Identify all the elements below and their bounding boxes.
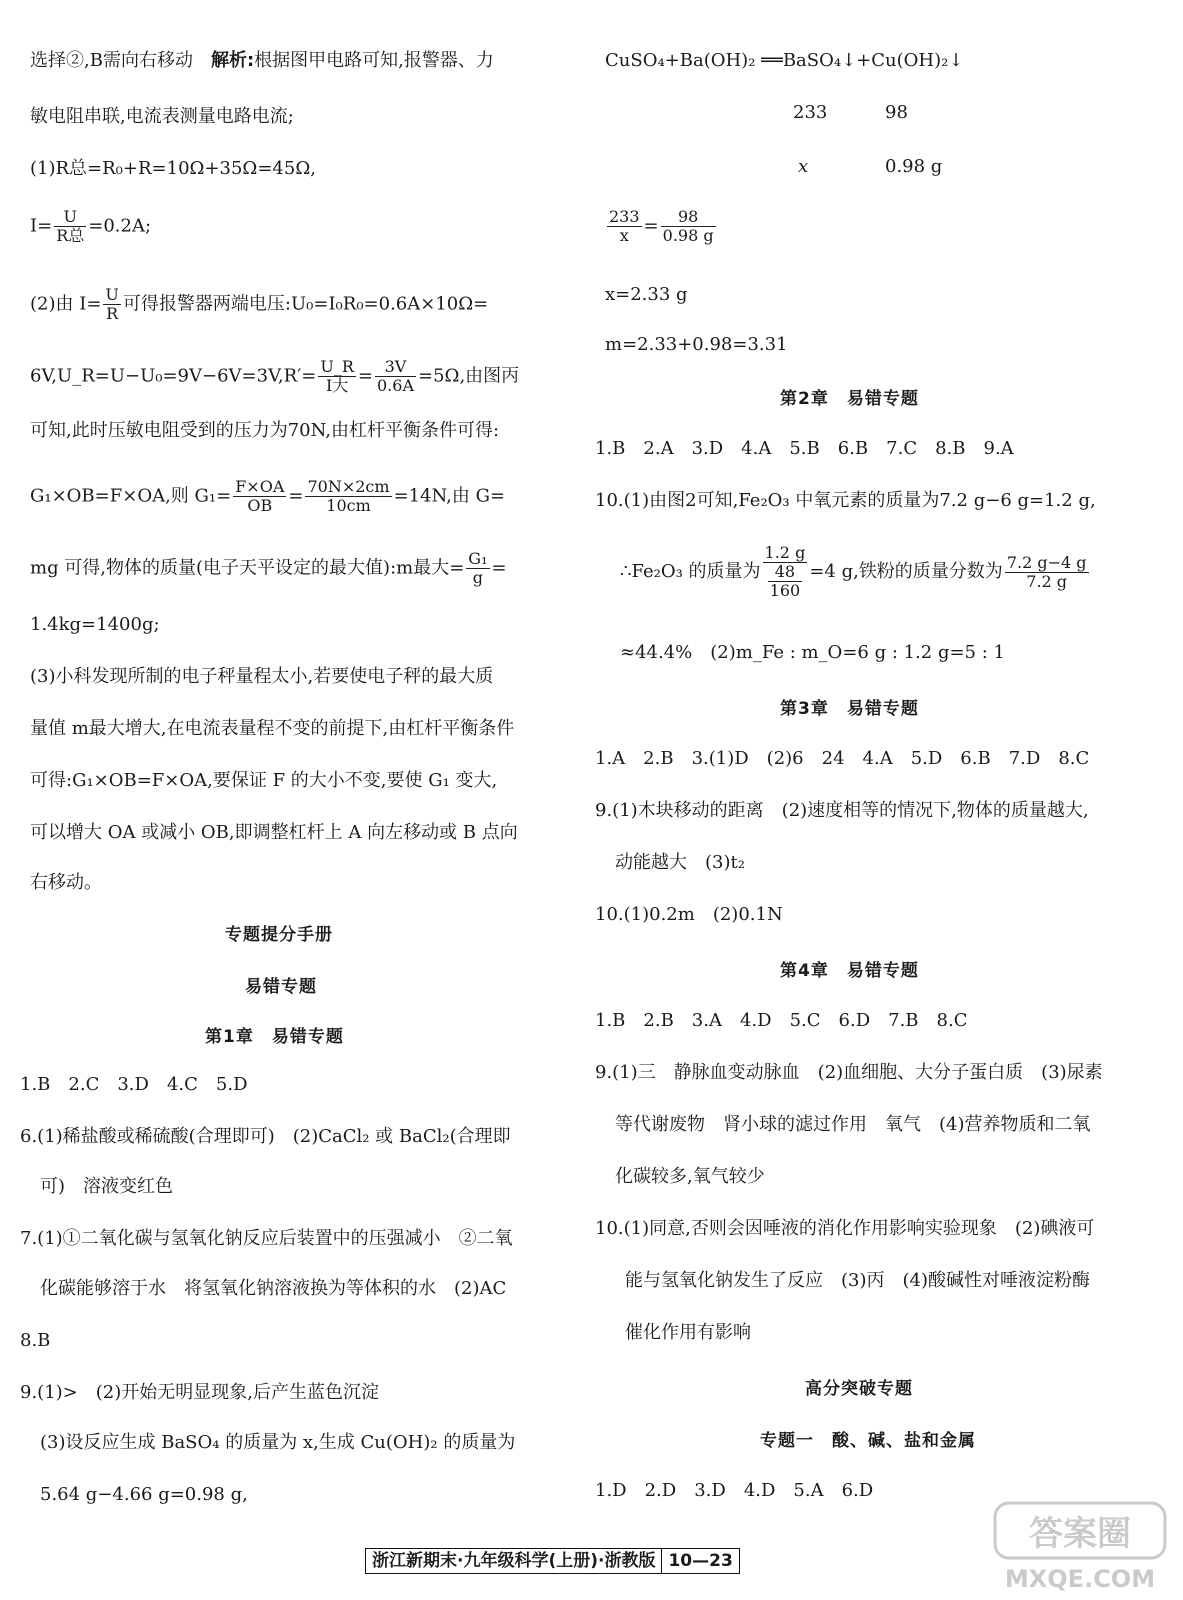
formula-line: 6V,U_R=U−U₀=9V−6V=3V,R′= $\frac{U\_R}{\text{I大}}$ = $\frac{3V}{0.6A}$ =5Ω,由图丙 [30,357,520,395]
chapter-heading: 第1章 易错专题 [205,1027,344,1047]
equation-value: 98 [885,102,908,123]
answer-line: 1.4kg=1400g; [30,614,160,635]
answer-line: (3)设反应生成 BaSO₄ 的质量为 x,生成 Cu(OH)₂ 的质量为 [40,1432,516,1453]
formula-line: (2)由 I= $\frac{U}{R}$ 可得报警器两端电压:U₀=I₀R₀=0.6A×10Ω= [30,285,489,323]
chapter-heading: 专题一 酸、碱、盐和金属 [760,1431,976,1451]
answer-line: 1.A 2.B 3.(1)D (2)6 24 4.A 5.D 6.B 7.D 8.C [595,748,1090,769]
answer-line: 敏电阻串联,电流表测量电路电流; [30,106,294,127]
answer-line: 可知,此时压敏电阻受到的压力为70N,由杠杆平衡条件可得: [30,420,500,441]
answer-line: (1)R总=R₀+R=10Ω+35Ω=45Ω, [30,158,316,179]
page-footer [365,1548,740,1574]
watermark-logo [985,1495,1175,1595]
answer-line: 9.(1)木块移动的距离 (2)速度相等的情况下,物体的质量越大, [595,800,1089,821]
fraction: $\frac{233}{x}$ [609,207,640,245]
answer-line: 1.B 2.C 3.D 4.C 5.D [20,1074,248,1095]
answer-line: 量值 m最大增大,在电流表量程不变的前提下,由杠杆平衡条件 [30,718,515,739]
proportion-line: $\frac{233}{x}$ = $\frac{98}{0.98 g}$ [609,207,714,245]
answer-line: 10.(1)0.2m (2)0.1N [595,904,783,925]
equation-value: 233 [793,102,828,123]
formula-line: I= $\frac{U}{\text{R总}}$ =0.2A; [30,207,152,245]
equation-value: x [798,156,809,177]
answer-line: 10.(1)同意,否则会因唾液的消化作用影响实验现象 (2)碘液可 [595,1218,1095,1239]
answer-line: 6.(1)稀盐酸或稀硫酸(合理即可) (2)CaCl₂ 或 BaCl₂(合理即 [20,1126,511,1147]
section-heading: 高分突破专题 [805,1379,913,1399]
answer-line: ≈44.4% (2)m_Fe : m_O=6 g : 1.2 g=5 : 1 [620,642,1005,663]
answer-line: 可以增大 OA 或减小 OB,即调整杠杆上 A 向左移动或 B 点向 [30,822,518,843]
answer-line: 等代谢废物 肾小球的滤过作用 氧气 (4)营养物质和二氧 [615,1114,1091,1135]
chapter-heading: 第2章 易错专题 [780,389,919,409]
fraction: $\frac{7.2 g-4 g}{7.2 g}$ [1006,552,1087,591]
equation-value: 0.98 g [885,156,943,177]
answer-line: 化碳较多,氧气较少 [615,1166,765,1187]
fraction: $\frac{70N\times 2cm}{10cm}$ [307,477,390,515]
answer-line: 5.64 g−4.66 g=0.98 g, [40,1484,248,1505]
answer-line: 8.B [20,1330,51,1351]
fraction: $\frac{F\times OA}{OB}$ [235,477,285,515]
chemical-equation: CuSO₄+Ba(OH)₂ ══BaSO₄↓+Cu(OH)₂↓ [605,50,964,71]
answer-line: 9.(1)三 静脉血变动脉血 (2)血细胞、大分子蛋白质 (3)尿素 [595,1062,1103,1083]
answer-line: 选择②,B需向右移动 解析:根据图甲电路可知,报警器、力 [30,50,494,71]
answer-line: 能与氢氧化钠发生了反应 (3)丙 (4)酸碱性对唾液淀粉酶 [625,1270,1090,1291]
watermark-text: 答案圈 [1029,1514,1131,1554]
page-number: 10—23 [661,1549,732,1573]
formula-line: mg 可得,物体的质量(电子天平设定的最大值):m最大= $\frac{\text{G₁}}{g}$ = [30,549,507,587]
answer-line: 1.B 2.B 3.A 4.D 5.C 6.D 7.B 8.C [595,1010,968,1031]
fraction: $\frac{U\_R}{\text{I大}}$ [320,357,354,395]
answer-line: 化碳能够溶于水 将氢氧化钠溶液换为等体积的水 (2)AC [40,1278,507,1299]
answer-line: 右移动。 [30,872,102,893]
answer-line: 催化作用有影响 [625,1322,751,1343]
answer-line: m=2.33+0.98=3.31 [605,334,788,355]
answer-line: x=2.33 g [605,284,688,305]
fraction: $\frac{U}{\text{R总}}$ [56,207,85,245]
answer-line: 可得:G₁×OB=F×OA,要保证 F 的大小不变,要使 G₁ 变大, [30,770,498,791]
answer-line: 可) 溶液变红色 [40,1176,174,1197]
watermark-graphic [985,1495,1175,1595]
answer-line: 1.D 2.D 3.D 4.D 5.A 6.D [595,1480,874,1501]
section-heading: 易错专题 [245,977,317,997]
fraction: $\frac{98}{0.98 g}$ [662,207,714,245]
answer-line: 7.(1)①二氧化碳与氢氧化钠反应后装置中的压强减小 ②二氧 [20,1228,513,1249]
formula-line: ∴Fe₂O₃ 的质量为 $\frac{1.2 g}{\frac{48}{160}}$ =4 g,铁粉的质量分数为 $\frac{7.2 g-4 g}{7.2 g}$ [620,543,1087,600]
chapter-heading: 第4章 易错专题 [780,961,919,981]
fraction: $\frac{1.2 g}{\frac{48}{160}}$ [764,543,806,600]
book-title: 浙江新期末·九年级科学(上册)·浙教版 [372,1551,656,1571]
fraction: $\frac{\text{G₁}}{g}$ [468,549,488,587]
fraction: $\frac{U}{R}$ [105,285,119,323]
answer-line: 10.(1)由图2可知,Fe₂O₃ 中氧元素的质量为7.2 g−6 g=1.2 g, [595,490,1096,511]
chapter-heading: 第3章 易错专题 [780,699,919,719]
watermark-url: MXQE.COM [1004,1565,1156,1593]
formula-line: G₁×OB=F×OA,则 G₁= $\frac{F\times OA}{OB}$ = $\frac{70N\times 2cm}{10cm}$ =14N,由 G= [30,477,506,515]
answer-line: 1.B 2.A 3.D 4.A 5.B 6.B 7.C 8.B 9.A [595,438,1014,459]
answer-line: 9.(1)> (2)开始无明显现象,后产生蓝色沉淀 [20,1382,379,1403]
answer-line: (3)小科发现所制的电子秤量程太小,若要使电子秤的最大质 [30,666,494,687]
fraction: $\frac{3V}{0.6A}$ [377,357,414,395]
answer-line: 动能越大 (3)t₂ [615,852,745,873]
section-heading: 专题提分手册 [225,925,333,945]
